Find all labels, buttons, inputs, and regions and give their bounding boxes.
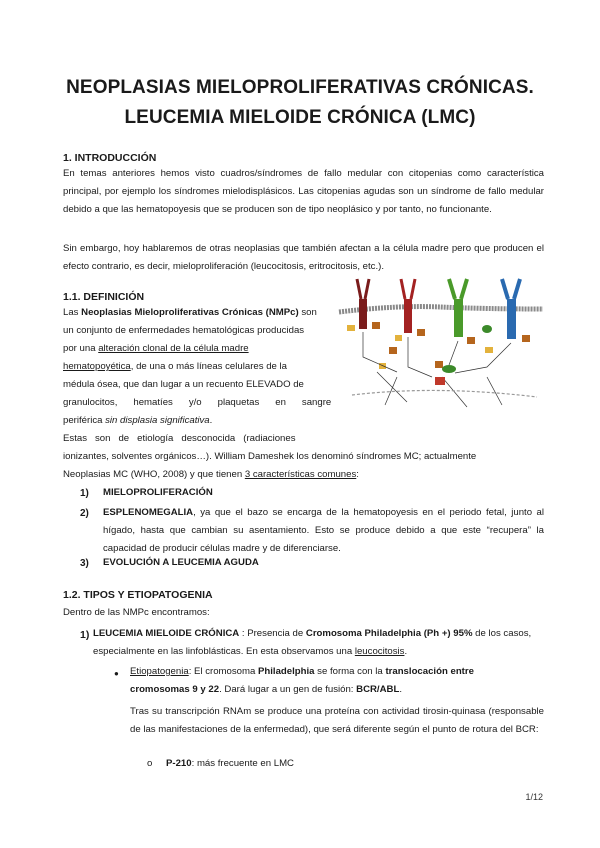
list-item-evolucion: EVOLUCIÓN A LEUCEMIA AGUDA <box>103 557 259 568</box>
intro-paragraph-2: Sin embargo, hoy hablaremos de otras neoplasias que también afectan a la célula madre pero que producen el efecto contrario, es decir, mieloproliferación (leucocitosis, eritrocitosis, etc.). <box>63 243 544 272</box>
bullet-icon: ● <box>114 669 119 678</box>
document-title-line1: NEOPLASIAS MIELOPROLIFERATIVAS CRÓNICAS. <box>66 77 534 98</box>
section-heading-introduccion: 1. INTRODUCCIÓN <box>63 152 157 164</box>
tipos-intro: Dentro de las NMPc encontramos: <box>63 607 210 618</box>
definition-continuation: ionizantes, solventes orgánicos…). William Dameshek los denominó síndromes MC; actualmente Neoplasias MC (WHO, 2008) y que tienen 3 características comunes: <box>63 451 477 480</box>
signaling-pathway-figure <box>337 277 546 417</box>
intro-paragraph-1: En temas anteriores hemos visto cuadros/síndromes de fallo medular con citopenias como característica principal, por ejemplo los síndromes mielodisplásicos. Las citopenias agudas son un síndrome de fallo medular debido a que las hematopoyesis que se producen son de tipo neoplásico y por tanto, no funcionante. <box>63 168 544 215</box>
list-item-lmc: LEUCEMIA MIELOIDE CRÓNICA : Presencia de Cromosoma Philadelphia (Ph +) 95% de los casos, especialmente en las linfoblásticas. En esta observamos una leucocitosis. <box>93 628 532 657</box>
p210-item: P-210: más frecuente en LMC <box>166 758 294 769</box>
document-page: NEOPLASIAS MIELOPROLIFERATIVAS CRÓNICAS. LEUCEMIA MIELOIDE CRÓNICA (LMC) 1. INTRODUCCIÓN En temas anteriores hemos visto cuadros/síndromes de fallo medular con citopenias como característica principal, por ejemplo los síndromes mielodisplásicos. Las citopenias agudas son un síndrome de fallo medular debido a que las hematopoyesis que se producen son de tipo neoplásico y por tanto, no funcionante. Sin embargo, hoy hablaremos de otras neoplasias que también afectan a la célula madre pero que producen el efecto contrario, es decir, mieloproliferación (leucocitosis, eritrocitosis, etc.). 1.1. DEFINICIÓN Las Neoplasias Mieloproliferativas Crónicas (NMPc) son un conjunto de enfermedades hematológicas producidas por una alteración clonal de la célula madre hematopoyética, de una o más líneas celulares de la médula ósea, que dan lugar a un recuento ELEVADO de granulocitos, hematíes y/o plaquetas en sangre periférica sin displasia significativa. Estas son de etiología desconocida (radiaciones ionizantes, solventes orgánicos…). William Dameshek los denominó síndromes MC; actualmente Neoplasias MC (WHO, 2008) y que tienen 3 características comunes: 1) MIELOPROLIFERACIÓN 2) ESPLENOMEGALIA, ya que el bazo se encarga de la hematopoyesis en el periodo fetal, junto al hígado, hasta que cambian su asentamiento. Esto se produce debido a que este “recupera” la capacidad de producir células madre y de diferenciarse. 3) EVOLUCIÓN A LEUCEMIA AGUDA 1.2. TIPOS Y ETIOPATOGENIA Dentro de las NMPc encontramos: 1) LEUCEMIA MIELOIDE CRÓNICA : Presencia de Cromosoma Philadelphia (Ph +) 95% de los casos, especialmente en las linfoblásticas. En esta observamos una leucocitosis. ● Etiopatogenia: El cromosoma Philadelphia se forma con la translocación entre cromosomas 9 y 22. Dará lugar a un gen de fusión: BCR/ABL. Tras su transcripción RNAm se produce una proteína con actividad tirosin-quinasa (responsable de las manifestaciones de la enfermedad), que será diferente según el punto de rotura del BCR: o P-210: más frecuente en LMC 1/12 <box>0 0 600 848</box>
section-heading-tipos: 1.2. TIPOS Y ETIOPATOGENIA <box>63 589 213 601</box>
sub-bullet-icon: o <box>147 758 153 769</box>
definition-paragraph: Las Neoplasias Mieloproliferativas Crónicas (NMPc) son un conjunto de enfermedades hematológicas producidas por una alteración clonal de la célula madre hematopoyética, de una o más líneas celulares de la médula ósea, que dan lugar a un recuento ELEVADO de granulocitos, hematíes y/o plaquetas en sangre periférica sin displasia significativa. Estas son de etiología desconocida (radiaciones <box>63 307 332 444</box>
transcripcion-paragraph: Tras su transcripción RNAm se produce una proteína con actividad tirosin-quinasa (responsable de las manifestaciones de la enfermedad), que será diferente según el punto de rotura del BCR: <box>130 706 544 735</box>
page-number: 1/12 <box>525 792 543 802</box>
section-heading-definicion: 1.1. DEFINICIÓN <box>63 291 145 303</box>
document-title-line2: LEUCEMIA MIELOIDE CRÓNICA (LMC) <box>124 107 476 128</box>
list-item-esplenomegalia: ESPLENOMEGALIA, ya que el bazo se encarga de la hematopoyesis en el periodo fetal, junto al hígado, hasta que cambian su asentamiento. Esto se produce debido a que este “recupera” la capacidad de producir células madre y de diferenciarse. <box>103 507 544 554</box>
list-item-mieloproliferacion: MIELOPROLIFERACIÓN <box>103 487 213 498</box>
etiopatogenia-item: Etiopatogenia: El cromosoma Philadelphia se forma con la translocación entre cromosomas 9 y 22. Dará lugar a un gen de fusión: BCR/ABL. <box>130 666 474 695</box>
